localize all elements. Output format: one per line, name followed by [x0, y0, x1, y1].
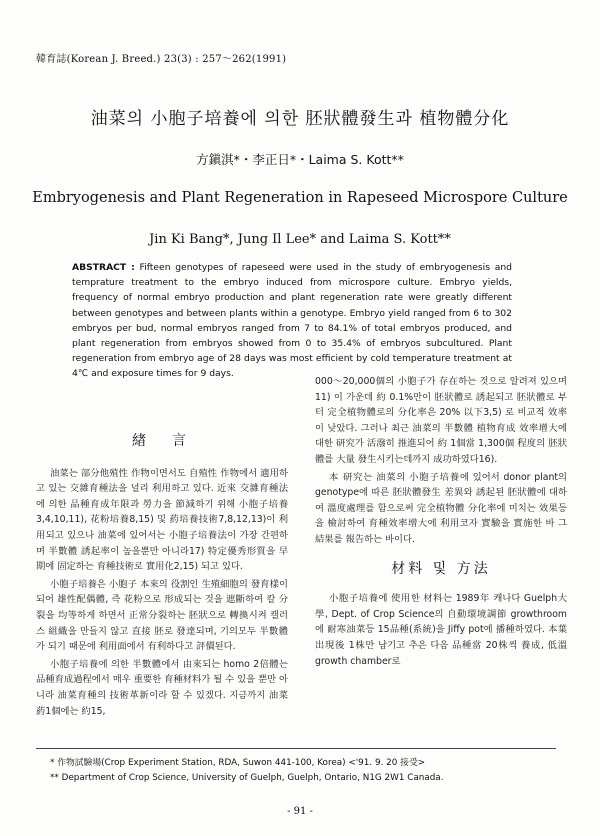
authors-english: Jin Ki Bang*, Jung Il Lee* and Laima S. Kott**: [149, 232, 451, 247]
abstract: [72, 260, 512, 382]
intro-paragraph: 本 研究는 油菜의 小胞子培養에 있어서 donor plant의 genotype에 따른 胚狀體發生 差異와 誘起된 胚狀體에 대하여 溫度處理를 함으로써 完全植物體 分化率에 미치는 效果등을 檢討하여 育種效率增大에 利用코자 實驗을 實施한 바 그 結果를 報告하는 바이다.: [315, 471, 567, 545]
intro-paragraph: 小胞子培養은 小胞子 本來의 役割인 生殖細胞의 發育樣이 되어 雄性配偶體, 즉 花粉으로 形成되는 것을 遮斷하여 칼 分裂을 均等하게 하면서 正常分裂하는 胚狀으로 轉換시켜 캘러스 組織을 만들지 않고 直接 胚로 發達되며, 기의모두 半數體가 되기 때문에 利用面에서 有利하다고 評價된다.: [36, 578, 288, 653]
left-column: [36, 434, 288, 719]
authors-korean: 方鎭淇*・李正日*・Laima S. Kott**: [196, 152, 404, 167]
footnotes: [50, 756, 444, 786]
intro-paragraph: 油菜는 部分他殖性 作物이면서도 自殖性 作物에서 適用하고 있는 交雜育種法을 널리 利用하고 있다. 近來 交雜育種法에 의한 品種育成年限과 勞力을 節減하기 위해 小胞子培養3,4,10,11), 花粉培養8,15) 및 葯培養技術7,8,12,13)이 利用되고 있으나 油菜에 있어서는 小胞子培養法이 가장 간편하며 半數體 誘起率이 높을뿐만 아니라17) 特定優秀形質을 早期에 固定하는 育種技術로 實用化2,15) 되고 있다.: [36, 467, 288, 573]
intro-paragraph: 小胞子培養에 의한 半數體에서 由來되는 homo 2倍體는 品種育成過程에서 매우 重要한 育種材料가 될 수 있을 뿐만 아니라 油菜育種의 技術革新이라 할 수 있겠다. 지금까지 油菜 葯1個에는 約15,: [36, 658, 288, 717]
title-korean: 油菜의 小胞子培養에 의한 胚狀體發生과 植物體分化: [90, 109, 510, 129]
materials-heading: 材料 및 方法: [391, 560, 491, 577]
footnote-divider: [36, 748, 556, 749]
footnote: ** Department of Crop Science, University of Guelph, Guelph, Ontario, N1G 2W1 Canada.: [50, 773, 444, 783]
abstract-text: Fifteen genotypes of rapeseed were used in the study of embryogenesis and temprature treatment to the embryo induced from microspore culture. Embryo yields, frequency of normal embryo production and plant regeneration rate were greatly different between genotypes and between plants within a genotype. Embryo yield ranged from 6 to 302 embryos per bud, normal embryos ranged from 7 to 84.1% of total embryos produced, and plant regeneration from embryos showed from 0 to 35.4% of embryos subcultured. Plant regeneration from embryo age of 28 days was most efficient by cold temperature treatment at 4℃ and exposure times for 9 days.: [72, 262, 512, 380]
title-english: Embryogenesis and Plant Regeneration in Rapeseed Microspore Culture: [32, 190, 568, 206]
abstract-label: ABSTRACT :: [72, 262, 135, 273]
page-number: - 91 -: [287, 806, 313, 817]
intro-continued-paragraph: 000～20,000個의 小胞子가 存在하는 것으로 알려져 있으며11) 이 가운데 約 0.1%만이 胚狀體로 誘起되고 胚狀體로 부터 完全植物體로의 分化率은 20% 以下3,5) 로 비교적 效率이 낮았다. 그러나 최근 油菜의 半數體 植物育成 效率增大에 대한 研究가 活潑히 推進되어 約 1個當 1,300個 程度의 胚狀體를 大量 發生시키는데까지 成功하였다16).: [315, 376, 567, 465]
footnote: * 作物試驗場(Crop Experiment Station, RDA, Suwon 441-100, Korea) <'91. 9. 20 接受>: [50, 758, 426, 768]
journal-citation: 韓育誌(Korean J. Breed.) 23(3) : 257～262(1991): [36, 54, 287, 65]
right-column: [315, 374, 567, 669]
materials-paragraph: 小胞子培養에 使用한 材料는 1989年 캐나다 Guelph大學, Dept. of Crop Science의 自動環境調節 growthroom에 耐寒油菜등 15品種(系統)을 Jiffy pot에 播種하였다. 本葉 出現後 1株만 남기고 추은 다음 品種當 20株씩 養成, 低溫 growth chamber로: [315, 593, 567, 667]
intro-heading: 緖 言: [132, 433, 192, 449]
